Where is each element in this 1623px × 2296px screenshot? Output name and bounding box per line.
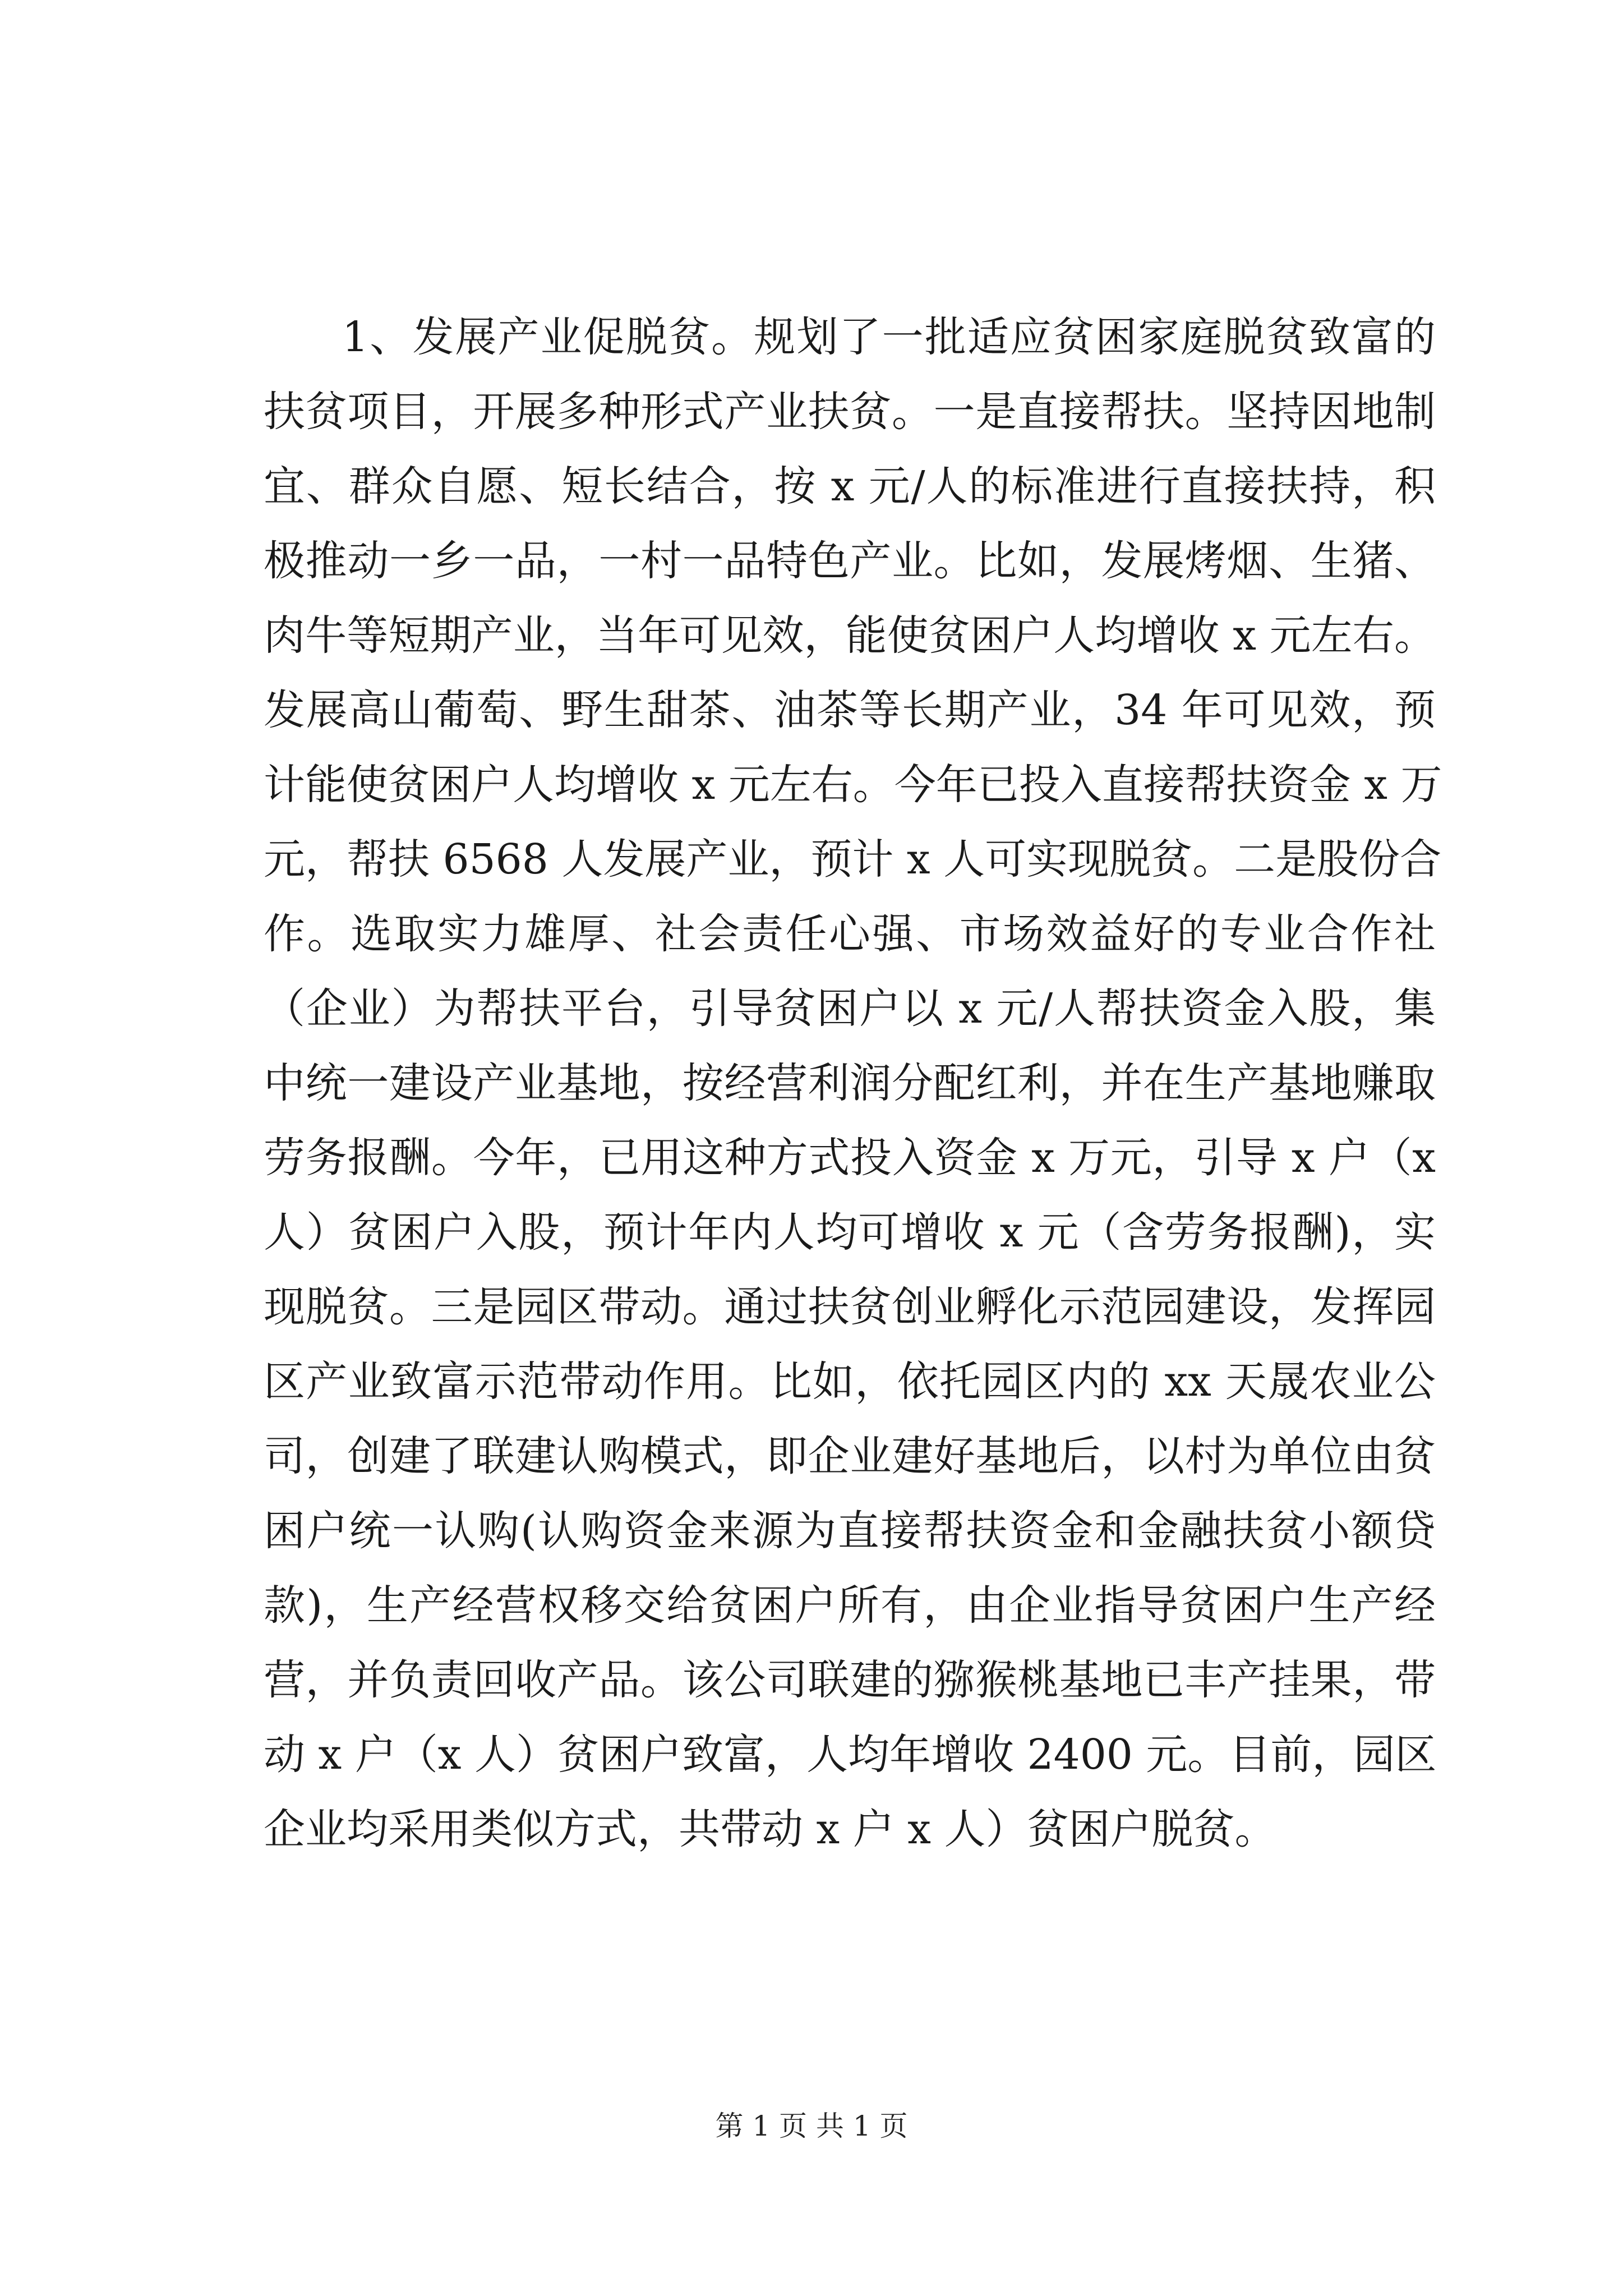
paragraph-line-16: 司，创建了联建认购模式，即企业建好基地后，以村为单位由贫: [264, 1432, 1436, 1480]
paragraph-line-4: 极推动一乡一品，一村一品特色产业。比如，发展烤烟、生猪、: [264, 537, 1436, 585]
paragraph-line-14: 现脱贫。三是园区带动。通过扶贫创业孵化示范园建设，发挥园: [264, 1283, 1436, 1331]
paragraph-line-2: 扶贫项目，开展多种形式产业扶贫。一是直接帮扶。坚持因地制: [264, 388, 1436, 436]
paragraph-line-13: 人）贫困户入股，预计年内人均可增收 x 元（含劳务报酬)，实: [264, 1208, 1436, 1257]
body-paragraph: [264, 300, 1442, 1867]
paragraph-line-9: 作。选取实力雄厚、社会责任心强、市场效益好的专业合作社: [264, 910, 1436, 958]
paragraph-line-15: 区产业致富示范带动作用。比如，依托园区内的 xx 天晟农业公: [264, 1358, 1436, 1406]
paragraph-line-12: 劳务报酬。今年，已用这种方式投入资金 x 万元，引导 x 户（x: [264, 1134, 1436, 1182]
paragraph-line-17: 困户统一认购(认购资金来源为直接帮扶资金和金融扶贫小额贷: [264, 1507, 1436, 1555]
paragraph-line-21: 企业均采用类似方式，共带动 x 户 x 人）贫困户脱贫。: [264, 1805, 1276, 1853]
page-number-footer: 第 1 页 共 1 页: [715, 2110, 908, 2142]
paragraph-line-6: 发展高山葡萄、野生甜茶、油茶等长期产业，34 年可见效，预: [264, 686, 1436, 734]
paragraph-line-7: 计能使贫困户人均增收 x 元左右。今年已投入直接帮扶资金 x 万: [264, 761, 1442, 809]
paragraph-line-11: 中统一建设产业基地，按经营利润分配红利，并在生产基地赚取: [264, 1059, 1436, 1107]
paragraph-line-18: 款)，生产经营权移交给贫困户所有，由企业指导贫困户生产经: [264, 1581, 1436, 1630]
paragraph-line-10: （企业）为帮扶平台，引导贫困户以 x 元/人帮扶资金入股，集: [264, 984, 1436, 1033]
paragraph-line-19: 营，并负责回收产品。该公司联建的猕猴桃基地已丰产挂果，带: [264, 1656, 1436, 1704]
paragraph-line-20: 动 x 户（x 人）贫困户致富，人均年增收 2400 元。目前，园区: [264, 1731, 1437, 1779]
paragraph-line-3: 宜、群众自愿、短长结合，按 x 元/人的标准进行直接扶持，积: [264, 462, 1436, 510]
paragraph-line-8: 元，帮扶 6568 人发展产业，预计 x 人可实现脱贫。二是股份合: [264, 835, 1442, 884]
paragraph-line-5: 肉牛等短期产业，当年可见效，能使贫困户人均增收 x 元左右。: [264, 611, 1436, 660]
paragraph-line-1: 1、发展产业促脱贫。规划了一批适应贫困家庭脱贫致富的: [342, 313, 1436, 361]
